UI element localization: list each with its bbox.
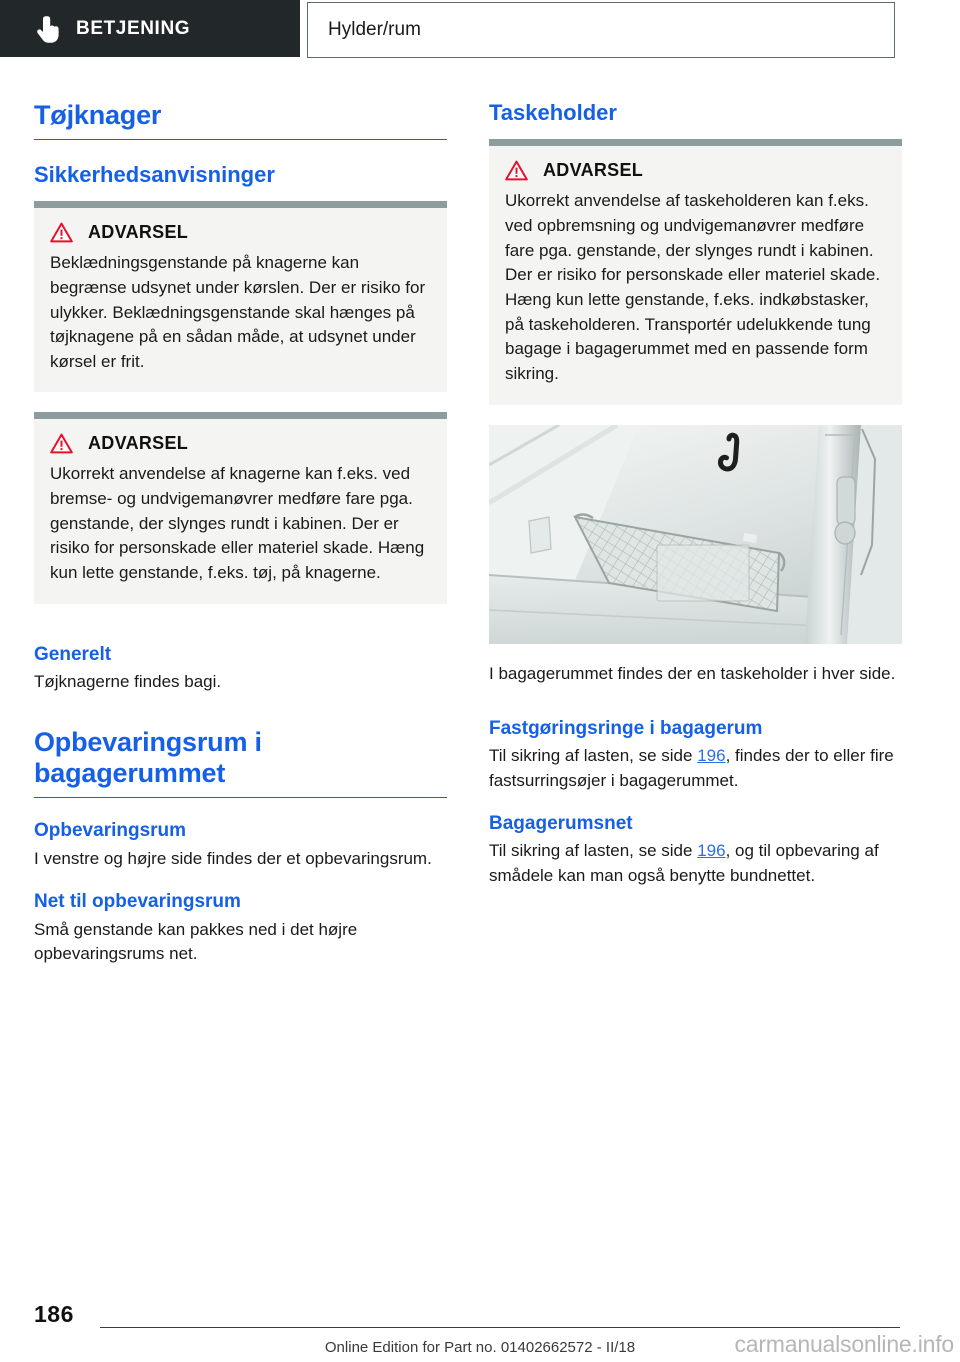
page-reference-link[interactable]: 196 — [697, 841, 726, 861]
warning-text: Ukorrekt anvendelse af taskeholderen kan f.eks. ved opbremsning og undvigemanøvrer medføre fare pga. genstande, der slynges rundt i kabinen. Der er risiko for personskade eller materiel skade. Hæng kun lette genstande, f.eks. indkøbstasker, på taskeholderen. Transportér udelukkende tung bagage i bagagerummet med en passende form sikring. — [505, 191, 881, 383]
page-number: 186 — [34, 1301, 74, 1327]
page-title-opbevaringsrum: Opbevaringsrum i bagagerummet — [34, 726, 262, 789]
warning-label: ADVARSEL — [88, 222, 189, 243]
warning-text: Beklædningsgenstande på knagerne kan begrænse udsynet under kørslen. Der er risiko for ulykker. Beklædningsgenstande skal hænges på tøjknagene på en sådan måde, at udsynet under kørsel er frit. — [50, 253, 426, 371]
photo-caption: I bagagerummet findes der en taskeholder i hver side. — [489, 663, 896, 683]
spacer — [34, 695, 447, 727]
left-column — [34, 100, 447, 966]
spacer — [489, 686, 902, 718]
title-divider — [34, 139, 447, 140]
warning-label: ADVARSEL — [88, 433, 189, 454]
warning-label: ADVARSEL — [543, 160, 644, 181]
right-column — [489, 100, 902, 888]
text-generelt: Tøjknagerne findes bagi. — [34, 672, 222, 692]
heading-sikkerhedsanvisninger: Sikkerhedsanvisninger — [34, 161, 275, 187]
section-tab-betjening[interactable] — [0, 0, 300, 57]
text-bagagerumsnet — [489, 839, 902, 887]
text-opbevaringsrum: I venstre og højre side findes der et opbevaringsrum. — [34, 849, 432, 869]
page-header — [0, 0, 960, 62]
page-reference-link[interactable]: 196 — [697, 746, 726, 766]
breadcrumb[interactable] — [307, 2, 895, 58]
heading-net-til-opbevaringsrum: Net til opbevaringsrum — [34, 891, 241, 913]
spacer — [34, 624, 447, 644]
text-before-link: Til sikring af lasten, se side — [489, 841, 698, 861]
spacer — [34, 871, 447, 891]
text-after-link: , findes der to eller fire fastsurringsøjer i bagagerummet. — [489, 746, 894, 790]
pointing-hand-icon — [36, 15, 60, 43]
warning-box-header — [50, 433, 431, 454]
title-divider — [34, 797, 447, 798]
heading-bagagerumsnet: Bagagerumsnet — [489, 812, 633, 834]
spacer — [489, 793, 902, 813]
heading-opbevaringsrum: Opbevaringsrum — [34, 820, 187, 842]
two-column-layout — [34, 100, 926, 966]
text-fastgoringsringe — [489, 744, 902, 792]
site-watermark: carmanualsonline.info — [734, 1331, 954, 1357]
warning-box — [34, 412, 447, 603]
text-net-til-opbevaringsrum: Små genstande kan pakkes ned i det højre opbevaringsrums net. — [34, 920, 358, 964]
heading-taskeholder: Taskeholder — [489, 100, 617, 125]
warning-box — [34, 201, 447, 392]
page-title: Tøjknager — [34, 100, 162, 130]
warning-box — [489, 139, 902, 404]
warning-triangle-icon — [50, 222, 73, 243]
warning-box-header — [505, 160, 886, 181]
breadcrumb-label: Hylder/rum — [328, 19, 421, 40]
heading-fastgoringsringe: Fastgøringsringe i bagagerum — [489, 717, 763, 739]
warning-box-header — [50, 222, 431, 243]
page-content — [0, 62, 960, 966]
trunk-bag-hook-photo — [489, 425, 902, 644]
warning-text: Ukorrekt anvendelse af knagerne kan f.eks. ved bremse- og undvigemanøvrer medføre fare pga. genstande, der slynges rundt i kabinen. Der er risiko for personskade eller materiel skade. Hæng kun lette genstande, f.eks. tøj, på knagerne. — [50, 464, 425, 583]
text-before-link: Til sikring af lasten, se side — [489, 746, 698, 766]
warning-triangle-icon — [505, 160, 528, 181]
warning-triangle-icon — [50, 433, 73, 454]
page-footer — [0, 1270, 960, 1362]
edition-notice: Online Edition for Part no. 01402662572 - II/18 — [324, 1339, 636, 1356]
footer-divider — [100, 1327, 900, 1328]
section-tab-label: BETJENING — [76, 17, 191, 39]
heading-generelt: Generelt — [34, 643, 112, 665]
text-after-link: , og til opbevaring af smådele kan man også benytte bundnettet. — [489, 841, 879, 885]
